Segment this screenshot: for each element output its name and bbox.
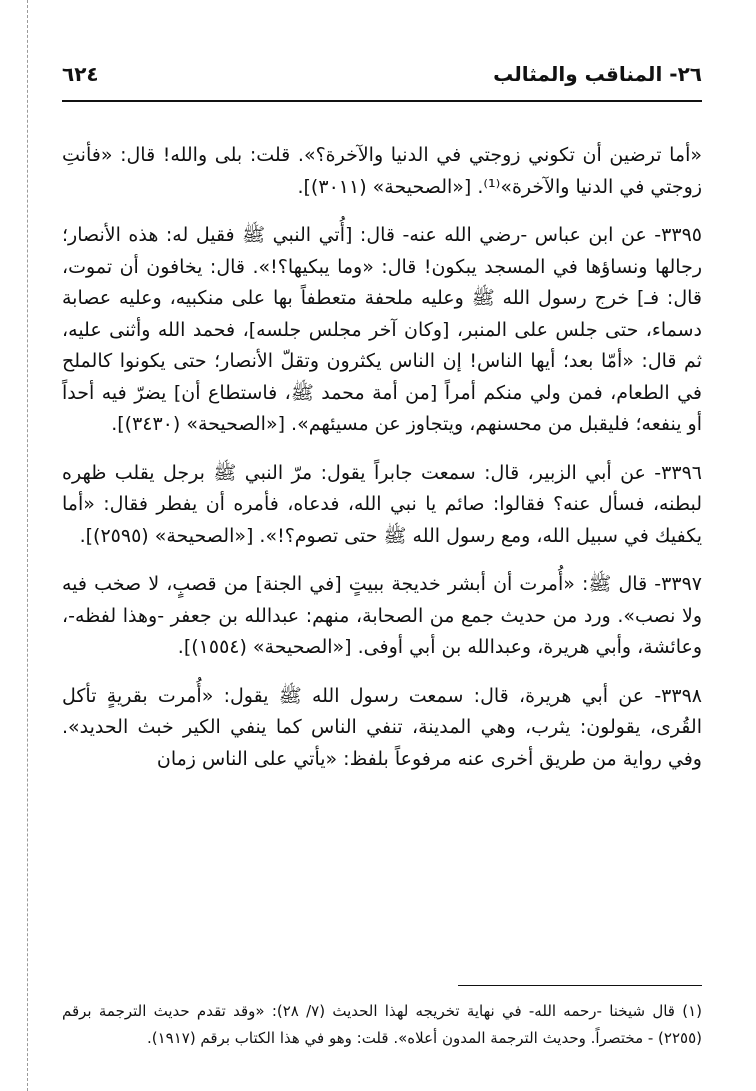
- page-header: [62, 58, 702, 98]
- page-number: ٦٢٤: [62, 62, 99, 86]
- scan-margin-line: [27, 0, 28, 1091]
- footnotes: [62, 998, 702, 1052]
- hadith-3397: ٣٣٩٧- قال ﷺ: «أُمرت أن أبشر خديجة ببيتٍ [في الجنة] من قصبٍ، لا صخب فيه ولا نصب». ورد من حديث جمع من الصحابة، منهم: عبدالله بن جعفر -وهذا لفظه-، وعائشة، وأبي هريرة، وعبدالله بن أبي أوفى. [«الصحيحة» (١٥٥٤)].: [62, 573, 702, 658]
- footnote-divider: [458, 985, 702, 986]
- hadith-3398: ٣٣٩٨- عن أبي هريرة، قال: سمعت رسول الله ﷺ يقول: «أُمرت بقريةٍ تأكل القُرى، يقولون: يثرب، وهي المدينة، تنفي الناس كما ينفي الكير خبث الحديد». وفي رواية من طريق أخرى عنه مرفوعاً بلفظ: «يأتي على الناس زمان: [62, 684, 702, 770]
- paragraph-continuation: «أما ترضين أن تكوني زوجتي في الدنيا والآخرة؟». قلت: بلى والله! قال: «فأنتِ زوجتي في الدنيا والآخرة»⁽¹⁾. [«الصحيحة» (٣٠١١)].: [62, 144, 702, 198]
- header-divider: [62, 100, 702, 102]
- chapter-title: ٢٦- المناقب والمثالب: [493, 62, 702, 86]
- main-text: [62, 140, 702, 792]
- hadith-3395: ٣٣٩٥- عن ابن عباس -رضي الله عنه- قال: [أُتي النبي ﷺ فقيل له: هذه الأنصار؛ رجالها ونساؤها في المسجد يبكون! قال: «وما يبكيها؟!». قال: يخافون أن تموت، قال: فـ] خرج رسول الله ﷺ وعليه ملحفة متعطفاً بها على منكبيه، وعليه عصابة دسماء، حتى جلس على المنبر، [وكان آخر مجلس جلسه]، فحمد الله وأثنى عليه، ثم قال: «أمّا بعد؛ أيها الناس! إن الناس يكثرون وتقلّ الأنصار؛ حتى يكونوا كالملح في الطعام، فمن ولي منكم أمراً [من أمة محمد ﷺ، فاستطاع أن] يضرّ فيه أحداً أو ينفعه؛ فليقبل من محسنهم، ويتجاوز عن مسيئهم». [«الصحيحة» (٣٤٣٠)].: [62, 224, 702, 435]
- hadith-3396: ٣٣٩٦- عن أبي الزبير، قال: سمعت جابراً يقول: مرّ النبي ﷺ برجل يقلب ظهره لبطنه، فسأل عنه؟ فقالوا: صائم يا نبي الله، فدعاه، فأمره أن يفطر فقال: «أما يكفيك في سبيل الله، ومع رسول الله ﷺ حتى تصوم؟!». [«الصحيحة» (٢٥٩٥)].: [62, 461, 702, 547]
- footnote-1: (١) قال شيخنا -رحمه الله- في نهاية تخريجه لهذا الحديث (٧/ ٢٨): «وقد تقدم حديث الترجمة برقم (٢٢٥٥) - مختصراً. وحديث الترجمة المدون أعلاه». قلت: وهو في هذا الكتاب برقم (١٩١٧).: [62, 1002, 702, 1047]
